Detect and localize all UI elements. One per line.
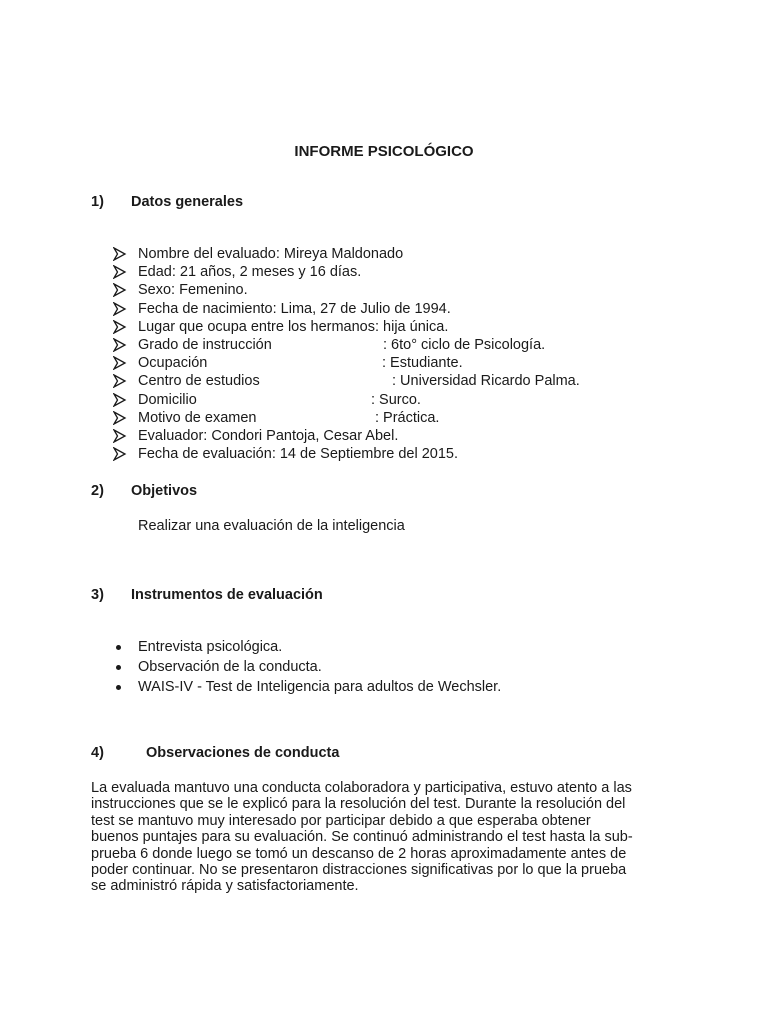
arrowhead-bullet-icon xyxy=(113,338,127,352)
general-data-label: Fecha de nacimiento: Lima, 27 de Julio de 1994. xyxy=(138,300,451,317)
general-data-label: Grado de instrucción xyxy=(138,337,272,353)
general-data-value: : Práctica. xyxy=(375,409,440,426)
general-data-label: Nombre del evaluado: Mireya Maldonado xyxy=(138,246,404,262)
observation-line: prueba 6 donde luego se tomó un descanso de 2 horas aproximadamente antes de xyxy=(91,845,627,862)
bullet-dot-icon xyxy=(116,645,121,650)
observation-line: La evaluada mantuvo una conducta colaboradora y participativa, estuvo atento a las xyxy=(91,780,632,796)
arrowhead-bullet-icon xyxy=(113,356,127,370)
document-title: INFORME PSICOLÓGICO xyxy=(294,143,474,160)
arrowhead-bullet-icon xyxy=(113,265,127,279)
bullet-dot-icon xyxy=(116,685,121,690)
section-2-number: 2) xyxy=(91,483,104,499)
observation-line: buenos puntajes para su evaluación. Se continuó administrando el test hasta la sub- xyxy=(91,829,633,846)
general-data-label: Centro de estudios xyxy=(138,373,260,390)
general-data-value: : Estudiante. xyxy=(382,355,463,372)
observation-line: instrucciones que se le explicó para la resolución del test. Durante la resolución del xyxy=(91,796,626,813)
section-2-title: Objetivos xyxy=(131,483,198,499)
general-data-label: Lugar que ocupa entre los hermanos: hija única. xyxy=(138,318,449,335)
section-4-title: Observaciones de conducta xyxy=(146,745,340,761)
general-data-label: Domicilio xyxy=(138,391,197,408)
arrowhead-bullet-icon xyxy=(113,374,127,388)
arrowhead-bullet-icon xyxy=(113,302,127,316)
general-data-label: Fecha de evaluación: 14 de Septiembre del 2015. xyxy=(138,446,459,463)
general-data-label: Sexo: Femenino. xyxy=(138,282,248,299)
section-3-number: 3) xyxy=(91,587,104,603)
arrowhead-bullet-icon xyxy=(113,320,127,334)
general-data-value: : Universidad Ricardo Palma. xyxy=(392,373,580,390)
section-1-title: Datos generales xyxy=(131,194,244,210)
instrument-item: WAIS-IV - Test de Inteligencia para adultos de Wechsler. xyxy=(138,679,502,695)
observation-line: se administró rápida y satisfactoriamente. xyxy=(91,878,359,895)
arrowhead-bullet-icon xyxy=(113,283,127,297)
observation-line: poder continuar. No se presentaron distracciones significativas por lo que la prueba xyxy=(91,862,627,878)
general-data-label: Motivo de examen xyxy=(138,409,257,426)
arrowhead-bullet-icon xyxy=(113,393,127,407)
section-4-number: 4) xyxy=(91,745,104,761)
instrument-item: Entrevista psicológica. xyxy=(138,639,283,655)
section-1-number: 1) xyxy=(91,194,104,210)
section-3-title: Instrumentos de evaluación xyxy=(131,587,323,603)
arrowhead-bullet-icon xyxy=(113,429,127,443)
arrowhead-bullet-icon xyxy=(113,247,127,261)
instrument-item: Observación de la conducta. xyxy=(138,659,322,675)
observation-line: test se mantuvo muy interesado por participar debido a que esperaba obtener xyxy=(91,812,591,829)
general-data-value: : Surco. xyxy=(371,391,421,408)
arrowhead-bullet-icon xyxy=(113,447,127,461)
general-data-label: Evaluador: Condori Pantoja, Cesar Abel. xyxy=(138,428,399,444)
bullet-dot-icon xyxy=(116,665,121,670)
general-data-label: Edad: 21 años, 2 meses y 16 días. xyxy=(138,264,362,281)
general-data-value: : 6to° ciclo de Psicología. xyxy=(383,337,546,353)
general-data-label: Ocupación xyxy=(138,355,208,372)
objective-text: Realizar una evaluación de la inteligencia xyxy=(138,518,405,534)
arrowhead-bullet-icon xyxy=(113,411,127,425)
